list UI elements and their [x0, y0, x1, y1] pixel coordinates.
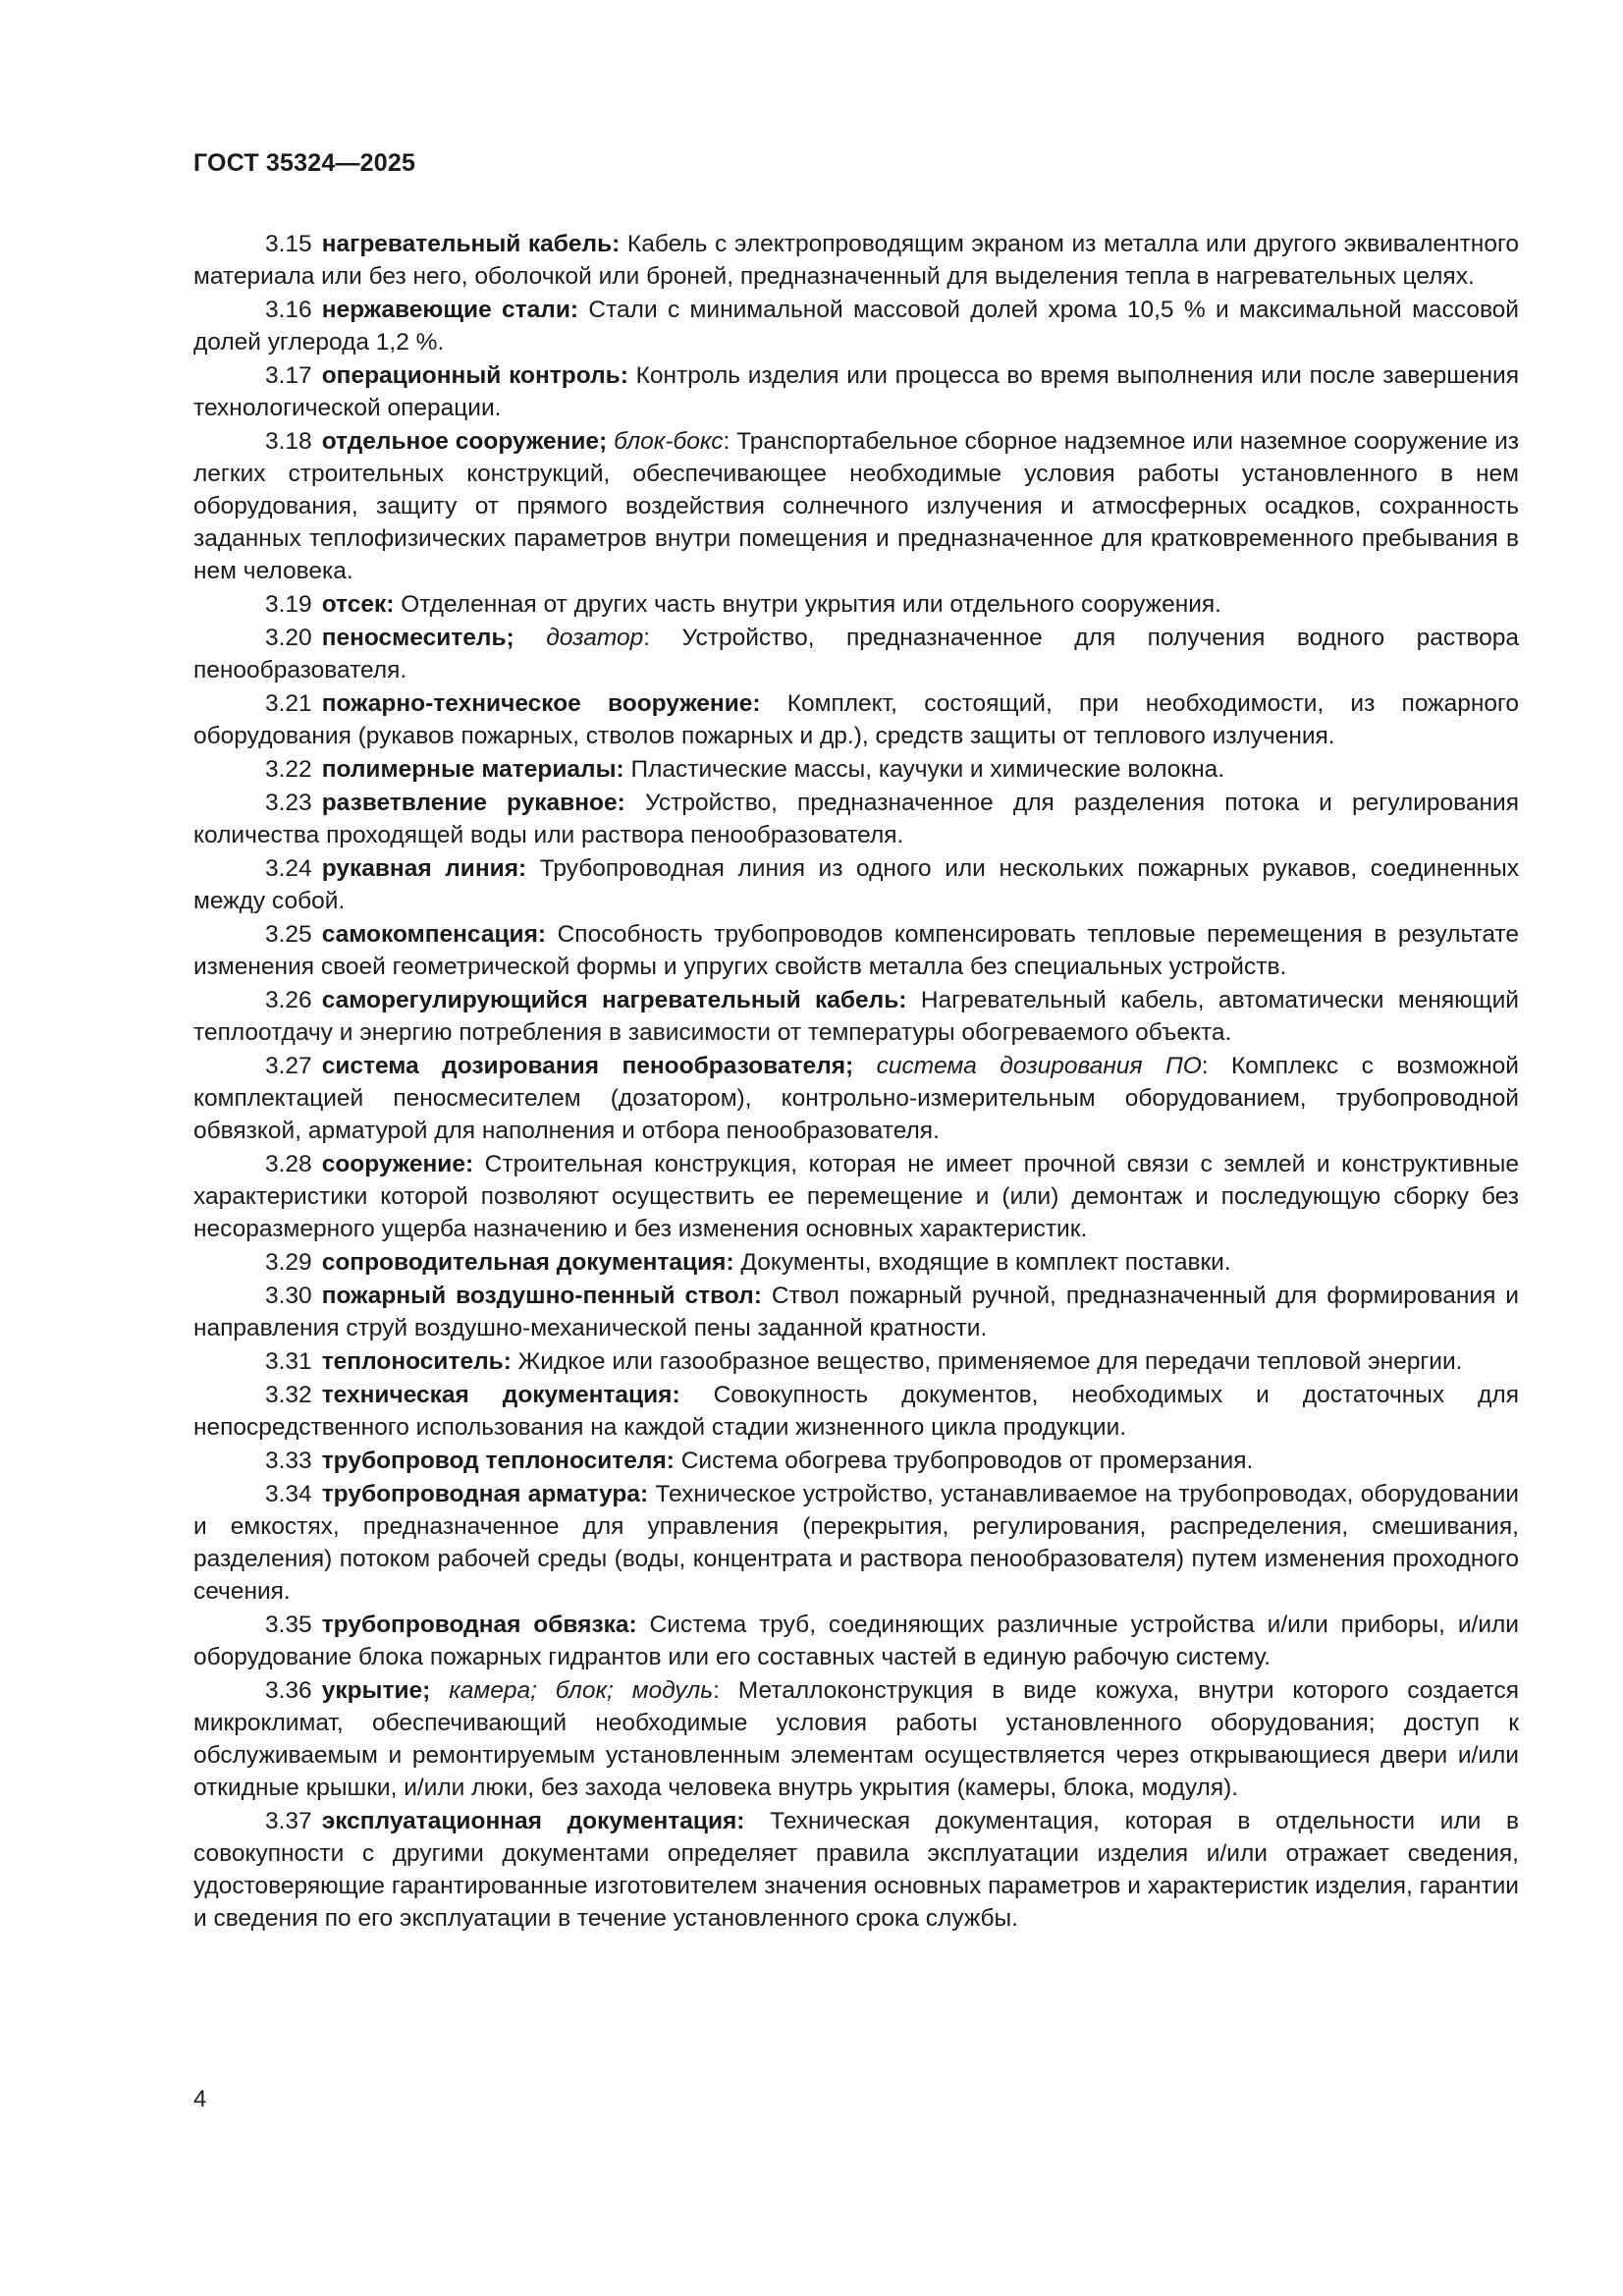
entry-synonym: камера; блок; модуль: [430, 1677, 714, 1704]
entry-number: 3.15: [265, 231, 312, 257]
entry-definition: Кабель с электропроводящим экраном из металла или другого эквивалентного материала или без него, оболочкой или броней, предназначенный для выделения тепла в нагревательных целях.: [193, 231, 1519, 290]
definition-entry: [193, 1379, 1519, 1444]
entry-definition: Трубопроводная линия из одного или нескольких пожарных рукавов, соединенных между собой.: [193, 855, 1519, 914]
entry-term: операционный контроль:: [321, 362, 628, 389]
entry-term: теплоноситель:: [321, 1348, 512, 1375]
entry-definition: Нагревательный кабель, автоматически меняющий теплоотдачу и энергию потребления в зависимости от температуры обогреваемого объекта.: [193, 987, 1519, 1046]
entry-definition: : Металлоконструкция в виде кожуха, внутри которого создается микроклимат, обеспечивающий необходимые условия работы установленного оборудования; доступ к обслуживаемым и ремонтируемым установленным элементам осуществляется через открывающиеся двери и/или откидные крышки, и/или люки, без захода человека внутрь укрытия (камеры, блока, модуля).: [193, 1677, 1519, 1801]
document-header: ГОСТ 35324—2025: [193, 149, 416, 177]
entry-term: нагревательный кабель:: [321, 231, 621, 257]
entry-number: 3.16: [265, 297, 312, 323]
definition-entry: [193, 1445, 1519, 1477]
definition-entry: [193, 359, 1519, 424]
page-number: 4: [193, 2086, 207, 2112]
entry-definition: Устройство, предназначенное для разделения потока и регулирования количества проходящей воды или раствора пенообразователя.: [193, 790, 1519, 848]
definition-entry: [193, 852, 1519, 917]
definition-entry: [193, 1148, 1519, 1245]
entry-term: рукавная линия:: [321, 855, 527, 882]
entry-definition: Система труб, соединяющих различные устройства и/или приборы, и/или оборудование блока пожарных гидрантов или его составных частей в единую рабочую систему.: [193, 1612, 1519, 1670]
entry-definition: Ствол пожарный ручной, предназначенный для формирования и направления струй воздушно-механической пены заданной кратности.: [193, 1283, 1519, 1341]
entry-definition: Способность трубопроводов компенсировать тепловые перемещения в результате изменения своей геометрической формы и упругих свойств металла без специальных устройств.: [193, 921, 1519, 980]
entry-definition: Совокупность документов, необходимых и достаточных для непосредственного использования на каждой стадии жизненного цикла продукции.: [193, 1382, 1519, 1441]
entry-number: 3.37: [265, 1808, 312, 1834]
entry-definition: Строительная конструкция, которая не имеет прочной связи с землей и конструктивные характеристики которой позволяют осуществить ее перемещение и (или) демонтаж и последующую сборку без несоразмерного ущерба назначению и без изменения основных характеристик.: [193, 1151, 1519, 1242]
definition-entry: [193, 425, 1519, 587]
entry-number: 3.20: [265, 625, 312, 651]
entry-number: 3.23: [265, 790, 312, 816]
definition-entry: [193, 588, 1519, 621]
entry-number: 3.28: [265, 1151, 312, 1177]
entry-number: 3.29: [265, 1249, 312, 1276]
entry-term: разветвление рукавное:: [321, 790, 625, 816]
entry-term: пожарный воздушно-пенный ствол:: [321, 1283, 762, 1309]
entry-number: 3.18: [265, 428, 312, 455]
entry-term: самокомпенсация:: [321, 921, 547, 948]
definition-entry: [193, 918, 1519, 983]
entry-term: пеносмеситель;: [321, 625, 514, 651]
entry-number: 3.19: [265, 591, 312, 618]
entry-term: система дозирования пенообразователя;: [321, 1053, 854, 1079]
entry-term: отдельное сооружение;: [321, 428, 608, 455]
definition-entry: [193, 1805, 1519, 1935]
entry-term: трубопроводная обвязка:: [321, 1612, 637, 1638]
entry-synonym: блок-бокс: [607, 428, 724, 455]
entry-definition: Техническая документация, которая в отдельности или в совокупности с другими документами определяет правила эксплуатации изделия и/или отражает сведения, удостоверяющие гарантированные изготовителем значения основных параметров и характеристик изделия, гарантии и сведения по его эксплуатации в течение установленного срока службы.: [193, 1808, 1519, 1932]
entry-definition: : Устройство, предназначенное для получения водного раствора пенообразователя.: [193, 625, 1520, 683]
entry-term: трубопроводная арматура:: [321, 1481, 649, 1507]
definition-entry: [193, 294, 1519, 358]
entry-number: 3.17: [265, 362, 312, 389]
definition-entry: [193, 622, 1519, 686]
entry-number: 3.24: [265, 855, 312, 882]
entry-number: 3.26: [265, 987, 312, 1013]
definition-entry: [193, 753, 1519, 786]
entry-synonym: дозатор: [514, 625, 644, 651]
entry-number: 3.34: [265, 1481, 312, 1507]
definition-entry: [193, 1674, 1519, 1804]
entry-term: саморегулирующийся нагревательный кабель:: [321, 987, 907, 1013]
definition-entry: [193, 1345, 1519, 1378]
entry-number: 3.22: [265, 756, 312, 783]
entry-definition: Техническое устройство, устанавливаемое на трубопроводах, оборудовании и емкостях, предназначенное для управления (перекрытия, регулирования, распределения, смешивания, разделения) потоком рабочей среды (воды, концентрата и раствора пенообразователя) путем изменения проходного сечения.: [193, 1481, 1519, 1605]
definition-entry: [193, 228, 1519, 293]
entry-definition: Пластические массы, каучуки и химические волокна.: [623, 756, 1225, 783]
entry-number: 3.31: [265, 1348, 312, 1375]
entry-definition: Жидкое или газообразное вещество, применяемое для передачи тепловой энергии.: [511, 1348, 1463, 1375]
entry-number: 3.25: [265, 921, 312, 948]
entry-number: 3.36: [265, 1677, 312, 1704]
entry-number: 3.32: [265, 1382, 312, 1408]
entry-number: 3.27: [265, 1053, 312, 1079]
entry-definition: : Транспортабельное сборное надземное или наземное сооружение из легких строительных конструкций, обеспечивающее необходимые условия работы установленного в нем оборудования, защиту от прямого воздействия солнечного излучения и атмосферных осадков, сохранность заданных теплофизических параметров внутри помещения и предназначенное для кратковременного пребывания в нем человека.: [193, 428, 1520, 584]
entry-term: пожарно-техническое вооружение:: [321, 690, 761, 717]
entry-definition: Отделенная от других часть внутри укрытия или отдельного сооружения.: [394, 591, 1221, 618]
entry-term: сооружение:: [321, 1151, 474, 1177]
entry-definition: : Комплекс с возможной комплектацией пеносмесителем (дозатором), контрольно-измерительным оборудованием, трубопроводной обвязкой, арматурой для наполнения и отбора пенообразователя.: [193, 1053, 1519, 1144]
entry-definition: Комплект, состоящий, при необходимости, из пожарного оборудования (рукавов пожарных, стволов пожарных и др.), средств защиты от теплового излучения.: [193, 690, 1519, 749]
definition-entry: [193, 1609, 1519, 1673]
entry-term: эксплуатационная документация:: [321, 1808, 745, 1834]
entry-number: 3.35: [265, 1612, 312, 1638]
entry-number: 3.21: [265, 690, 312, 717]
entry-definition: Стали с минимальной массовой долей хрома 10,5 % и максимальной массовой долей углерода 1,2 %.: [193, 297, 1519, 355]
entry-definition: Контроль изделия или процесса во время выполнения или после завершения технологической операции.: [193, 362, 1519, 421]
entry-term: сопроводительная документация:: [321, 1249, 734, 1276]
entry-term: укрытие;: [321, 1677, 431, 1704]
definition-entry: [193, 1478, 1519, 1608]
entry-number: 3.30: [265, 1283, 312, 1309]
definition-entry: [193, 1050, 1519, 1147]
entry-term: трубопровод теплоносителя:: [321, 1448, 675, 1474]
definition-entry: [193, 787, 1519, 851]
entry-term: отсек:: [321, 591, 395, 618]
entry-term: полимерные материалы:: [321, 756, 624, 783]
entry-synonym: система дозирования ПО: [853, 1053, 1202, 1079]
definition-entry: [193, 1280, 1519, 1344]
definition-entry: [193, 687, 1519, 752]
entry-definition: Документы, входящие в комплект поставки.: [733, 1249, 1231, 1276]
entry-term: нержавеющие стали:: [321, 297, 579, 323]
entry-definition: Система обогрева трубопроводов от промерзания.: [674, 1448, 1254, 1474]
definition-entry: [193, 1246, 1519, 1279]
definition-entry: [193, 984, 1519, 1049]
entry-term: техническая документация:: [321, 1382, 680, 1408]
definitions-list: [193, 228, 1519, 1936]
entry-number: 3.33: [265, 1448, 312, 1474]
